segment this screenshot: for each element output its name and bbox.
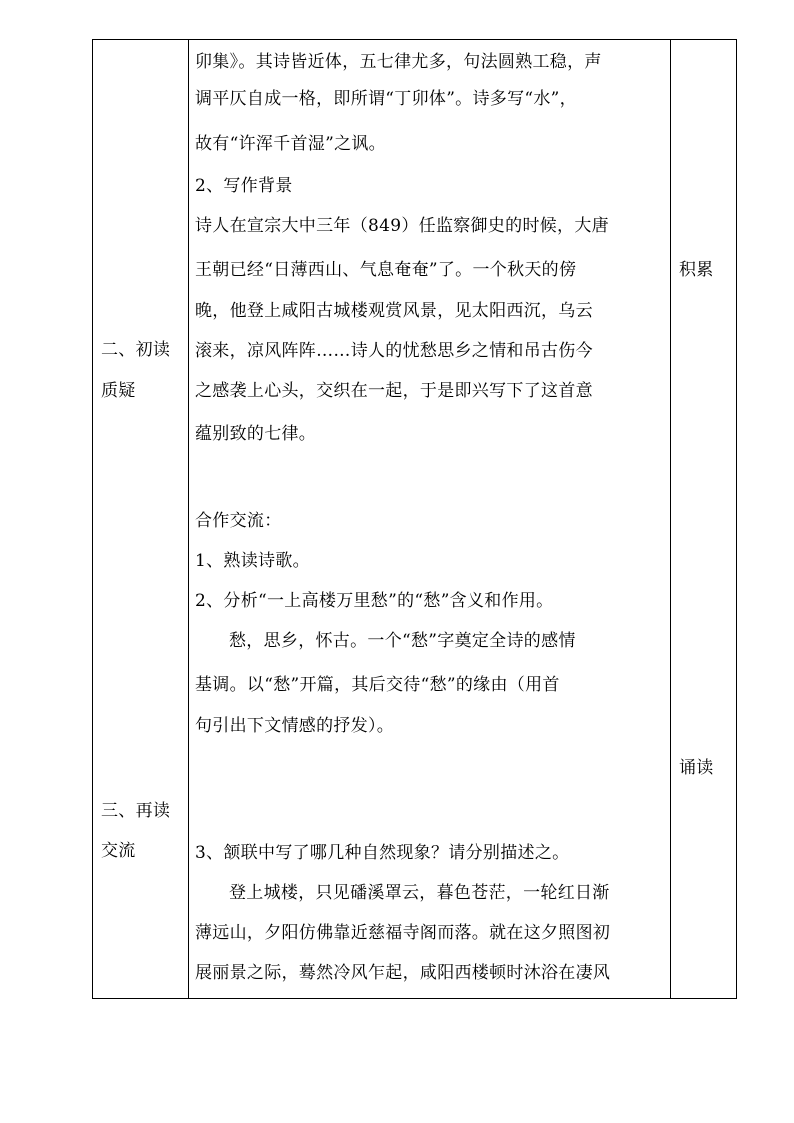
method-note-accumulate: 积累 xyxy=(679,260,714,280)
stage-three-line-1: 三、再读 xyxy=(101,801,171,821)
content-column xyxy=(189,40,671,999)
stage-three-line-2: 交流 xyxy=(101,841,136,861)
table-row xyxy=(93,40,737,999)
stage-column xyxy=(93,40,189,999)
background-heading: 2、写作背景 xyxy=(195,176,293,196)
stage-two-line-2: 质疑 xyxy=(101,381,136,401)
answer-line-3: 句引出下文情感的抒发）。 xyxy=(195,716,395,736)
background-line-3: 晚，他登上咸阳古城楼观赏风景，见太阳西沉，乌云 xyxy=(195,301,593,321)
coop-heading: 合作交流： xyxy=(195,511,282,531)
background-line-2: 王朝已经“日薄西山、气息奄奄”了。一个秋天的傍 xyxy=(195,260,577,280)
answer3-line-2: 薄远山，夕阳仿佛靠近慈福寺阁而落。就在这夕照图初 xyxy=(195,923,611,943)
answer-line-2: 基调。以“愁”开篇，其后交待“愁”的缘由（用首 xyxy=(195,675,560,695)
intro-line-2: 调平仄自成一格，即所谓“丁卯体”。诗多写“水”， xyxy=(195,89,577,109)
background-line-4: 滚来，凉风阵阵……诗人的忧愁思乡之情和吊古伤今 xyxy=(195,341,593,361)
method-note-recite: 诵读 xyxy=(679,758,714,778)
coop-item-2: 2、分析“一上高楼万里愁”的“愁”含义和作用。 xyxy=(195,591,554,611)
stage-two-line-1: 二、初读 xyxy=(101,340,171,360)
intro-line-1: 卯集》。其诗皆近体，五七律尤多，句法圆熟工稳，声 xyxy=(195,52,602,72)
coop-item-1: 1、熟读诗歌。 xyxy=(195,551,310,571)
method-column xyxy=(671,40,737,999)
background-line-5: 之感袭上心头，交织在一起，于是即兴写下了这首意 xyxy=(195,381,593,401)
intro-line-3: 故有“许浑千首湿”之讽。 xyxy=(195,134,386,154)
answer3-line-3: 展丽景之际，蓦然冷风乍起，咸阳西楼顿时沐浴在凄风 xyxy=(195,963,611,983)
answer3-line-1: 登上城楼，只见磻溪罩云，暮色苍茫，一轮红日渐 xyxy=(229,883,610,903)
question-3: 3、颔联中写了哪几种自然现象？请分别描述之。 xyxy=(195,843,570,863)
lesson-plan-table xyxy=(92,39,737,999)
background-line-1: 诗人在宣宗大中三年（849）任监察御史的时候，大唐 xyxy=(195,216,609,236)
background-line-6: 蕴别致的七律。 xyxy=(195,424,317,444)
answer-line-1: 愁，思乡，怀古。一个“愁”字奠定全诗的感情 xyxy=(229,631,576,651)
